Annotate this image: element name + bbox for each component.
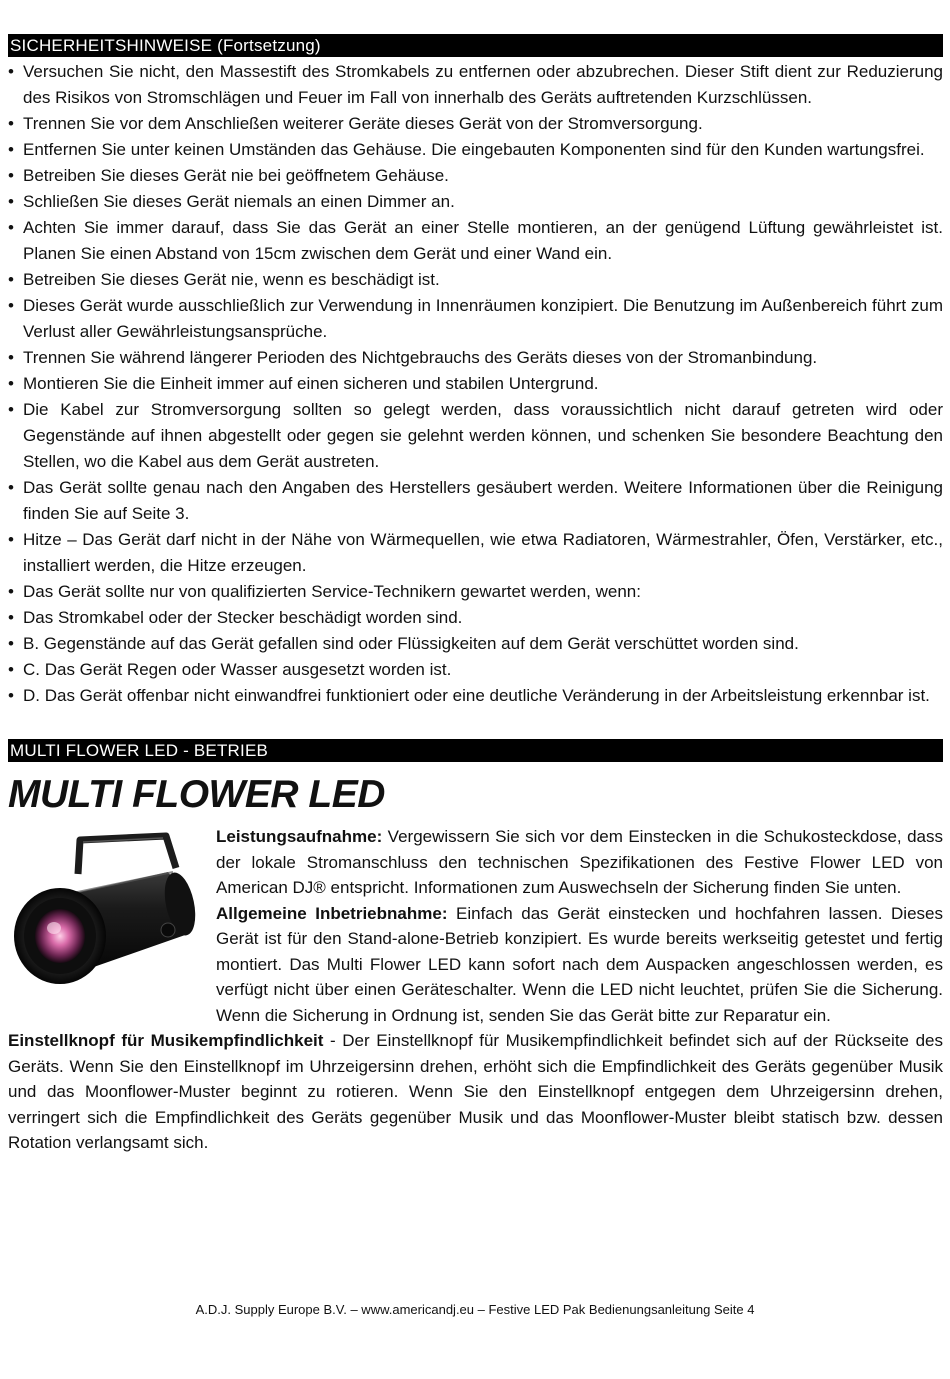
power-text: Vergewissern Sie sich vor dem Einstecken in die Schukosteckdose, dass der lokale Stromanschluss den technischen Spezifikationen des Festive Flower LED von American DJ® entspricht. Informationen zum Auswechseln der Sicherung finden Sie unten. [216, 827, 943, 897]
product-title: MULTI FLOWER LED [8, 773, 385, 816]
safety-item [8, 189, 943, 215]
safety-item [8, 345, 943, 371]
power-label: Leistungsaufnahme: [216, 827, 383, 846]
safety-item [8, 371, 943, 397]
bullet-dot: • [8, 192, 14, 211]
bullet-dot: • [8, 62, 14, 81]
bullet-dot: • [8, 530, 14, 549]
general-text: Einfach das Gerät einstecken und hochfahren lassen. Dieses Gerät ist für den Stand-alone-Betrieb konzipiert. Es wurde bereits werkseitig getestet und fertig montiert. Das Multi Flower LED kann sofort nach dem Auspacken angeschlossen werden, es verfügt nicht über einen Geräteschalter. Wenn die LED nicht leuchtet, prüfen Sie die Sicherung. Wenn die Sicherung in Ordnung ist, senden Sie das Gerät bitte zur Reparatur ein. [216, 903, 943, 1025]
section-header-operation: MULTI FLOWER LED - BETRIEB [8, 739, 943, 762]
product-image [8, 824, 208, 1004]
bullet-dot: • [8, 400, 14, 419]
safety-item [8, 215, 943, 267]
safety-item-text: Das Stromkabel oder der Stecker beschädigt worden sind. [23, 608, 463, 627]
bullet-dot: • [8, 270, 14, 289]
operation-body [8, 824, 943, 1156]
safety-item [8, 683, 943, 709]
safety-item [8, 293, 943, 345]
bullet-dot: • [8, 374, 14, 393]
section-header-safety: SICHERHEITSHINWEISE (Fortsetzung) [8, 34, 943, 57]
safety-item-text: Hitze – Das Gerät darf nicht in der Nähe von Wärmequellen, wie etwa Radiatoren, Wärmestrahler, Öfen, Verstärker, etc., installiert werden, die Hitze erzeugen. [23, 530, 943, 575]
safety-item [8, 59, 943, 111]
knob-text: - Der Einstellknopf für Musikempfindlichkeit befindet sich auf der Rückseite des Geräts. Wenn Sie den Einstellknopf im Uhrzeigersinn drehen, erhöht sich die Empfindlichkeit des Geräts gegenüber Musik und das Moonflower-Muster beginnt zu rotieren. Wenn Sie den Einstellknopf entgegen dem Uhrzeigersinn drehen, verringert sich die Empfindlichkeit des Geräts gegenüber Musik und das Moonflower-Muster bleibt statisch bzw. dessen Rotation verlangsamt sich. [8, 1031, 943, 1152]
bullet-dot: • [8, 608, 14, 627]
safety-list [8, 59, 943, 709]
general-label: Allgemeine Inbetriebnahme: [216, 903, 448, 923]
page-footer: A.D.J. Supply Europe B.V. – www.americandj.eu – Festive LED Pak Bedienungsanleitung Seite 4 [195, 1302, 755, 1317]
safety-item [8, 657, 943, 683]
bullet-dot: • [8, 218, 14, 237]
bullet-dot: • [8, 686, 14, 705]
safety-item-text: Betreiben Sie dieses Gerät nie bei geöffnetem Gehäuse. [23, 166, 449, 185]
safety-item-text: Montieren Sie die Einheit immer auf einen sicheren und stabilen Untergrund. [23, 374, 599, 393]
bullet-dot: • [8, 478, 14, 497]
safety-item-text: Das Gerät sollte nur von qualifizierten Service-Technikern gewartet werden, wenn: [23, 582, 641, 601]
safety-item [8, 163, 943, 189]
safety-item-text: Entfernen Sie unter keinen Umständen das Gehäuse. Die eingebauten Komponenten sind für den Kunden wartungsfrei. [23, 140, 925, 159]
knob-label: Einstellknopf für Musikempfindlichkeit [8, 1031, 324, 1050]
safety-item [8, 397, 943, 475]
operation-section [8, 739, 943, 1156]
safety-item [8, 267, 943, 293]
safety-item [8, 137, 943, 163]
safety-item-text: Trennen Sie vor dem Anschließen weiterer Geräte dieses Gerät von der Stromversorgung. [23, 114, 703, 133]
bullet-dot: • [8, 348, 14, 367]
safety-item-text: D. Das Gerät offenbar nicht einwandfrei funktioniert oder eine deutliche Veränderung in der Arbeitsleistung erkennbar ist. [23, 686, 930, 705]
safety-item-text: Schließen Sie dieses Gerät niemals an einen Dimmer an. [23, 192, 455, 211]
bullet-dot: • [8, 660, 14, 679]
safety-item-text: Versuchen Sie nicht, den Massestift des Stromkabels zu entfernen oder abzubrechen. Dieser Stift dient zur Reduzierung des Risikos von Stromschlägen und Feuer im Fall von innerhalb des Geräts auftretenden Kurzschlüssen. [23, 62, 943, 107]
knob-paragraph [8, 1028, 943, 1156]
safety-item [8, 527, 943, 579]
safety-item-text: Achten Sie immer darauf, dass Sie das Gerät an einer Stelle montieren, an der genügend Lüftung gewährleistet ist. Planen Sie einen Abstand von 15cm zwischen dem Gerät und einer Wand ein. [23, 218, 943, 263]
safety-item-text: Die Kabel zur Stromversorgung sollten so gelegt werden, dass voraussichtlich nicht darauf getreten wird oder Gegenstände auf ihnen abgestellt oder gegen sie gelehnt werden können, und schenken Sie besondere Beachtung den Stellen, wo die Kabel aus dem Gerät austreten. [23, 400, 943, 471]
safety-item-text: Dieses Gerät wurde ausschließlich zur Verwendung in Innenräumen konzipiert. Die Benutzung im Außenbereich führt zum Verlust aller Gewährleistungsansprüche. [23, 296, 943, 341]
bullet-dot: • [8, 634, 14, 653]
bullet-dot: • [8, 296, 14, 315]
safety-item-text: Das Gerät sollte genau nach den Angaben des Herstellers gesäubert werden. Weitere Informationen über die Reinigung finden Sie auf Seite 3. [23, 478, 943, 523]
safety-item-text: Trennen Sie während längerer Perioden des Nichtgebrauchs des Geräts dieses von der Stromanbindung. [23, 348, 818, 367]
safety-item-text: B. Gegenstände auf das Gerät gefallen sind oder Flüssigkeiten auf dem Gerät verschüttet worden sind. [23, 634, 799, 653]
bullet-dot: • [8, 140, 14, 159]
document-page [8, 34, 943, 1156]
safety-item [8, 475, 943, 527]
safety-item [8, 111, 943, 137]
bullet-dot: • [8, 582, 14, 601]
safety-item [8, 631, 943, 657]
bullet-dot: • [8, 114, 14, 133]
safety-item [8, 579, 943, 605]
safety-item [8, 605, 943, 631]
bullet-dot: • [8, 166, 14, 185]
safety-item-text: Betreiben Sie dieses Gerät nie, wenn es beschädigt ist. [23, 270, 440, 289]
safety-item-text: C. Das Gerät Regen oder Wasser ausgesetzt worden ist. [23, 660, 452, 679]
